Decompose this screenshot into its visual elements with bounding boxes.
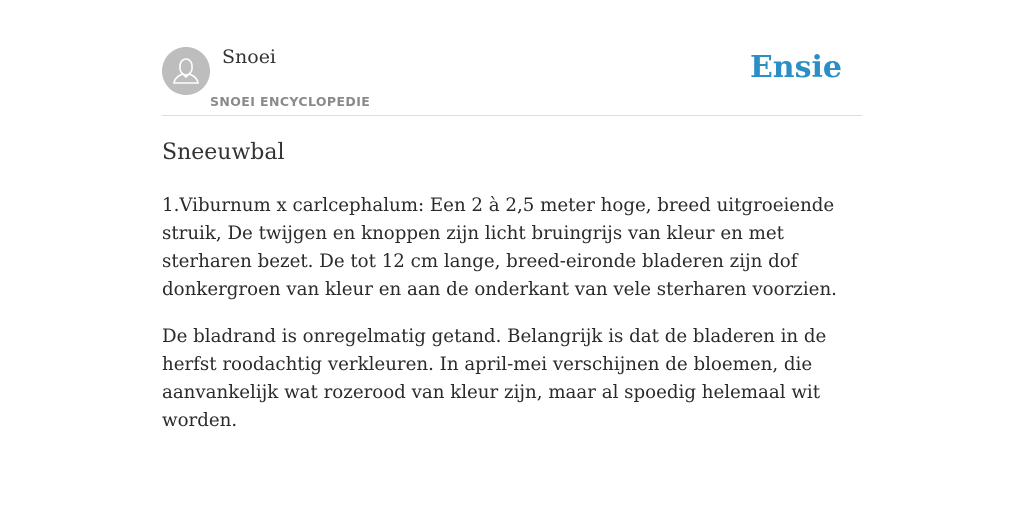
article-paragraph: 1.Viburnum x carlcephalum: Een 2 à 2,5 meter hoge, breed uitgroeiende struik, De twijgen en knoppen zijn licht bruingrijs van kleur en met sterharen bezet. De tot 12 cm lange, breed-eironde bladeren zijn dof donkergroen van kleur en aan de onderkant van vele sterharen voorzien. (162, 195, 837, 300)
article-header (162, 0, 862, 116)
brand-logo-link[interactable]: Ensie (749, 50, 842, 85)
article-paragraph: De bladrand is onregelmatig getand. Belangrijk is dat de bladeren in de herfst roodachtig verkleuren. In april-mei verschijnen de bloemen, die aanvankelijk wat rozerood van kleur zijn, maar al spoedig helemaal wit worden. (162, 326, 827, 431)
article-body (162, 192, 866, 454)
article-title: Sneeuwbal (162, 140, 285, 165)
author-name-link[interactable]: Snoei (222, 46, 277, 68)
user-avatar-icon[interactable] (162, 47, 210, 95)
article-card (162, 0, 862, 431)
author-subtitle: SNOEI ENCYCLOPEDIE (210, 94, 371, 109)
